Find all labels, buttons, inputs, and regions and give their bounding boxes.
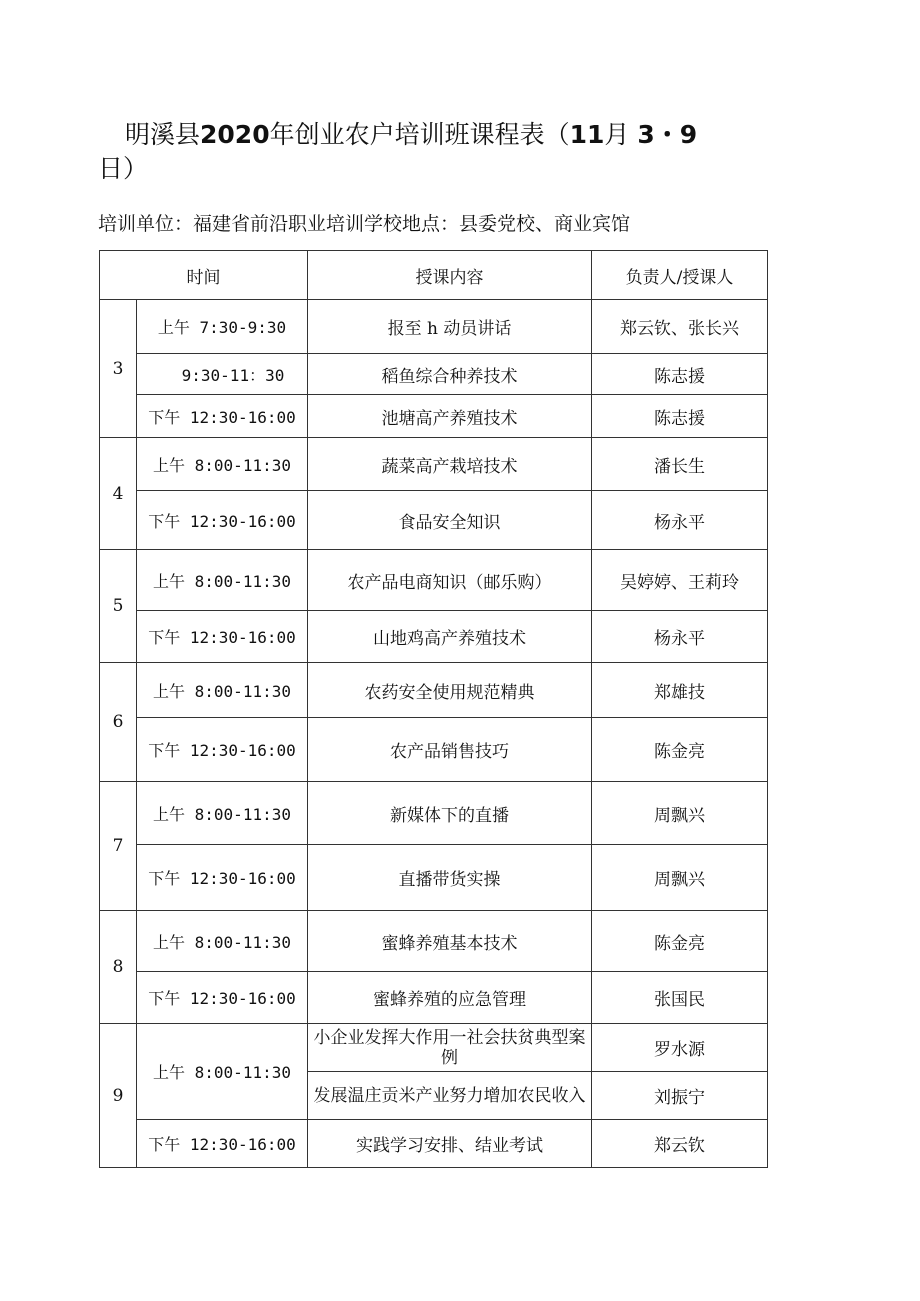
person-cell: 罗水源 [592,1024,768,1072]
person-cell: 杨永平 [592,611,768,663]
header-content: 授课内容 [308,251,592,300]
time-cell: 9:30-11：30 [137,354,308,395]
table-row [100,845,768,911]
table-row [100,782,768,845]
table-row [100,718,768,782]
title-part-day: 日） [98,154,149,183]
table-row [100,972,768,1024]
time-cell: 下午 12:30-16:00 [137,611,308,663]
time-cell: 下午 12:30-16:00 [137,718,308,782]
person-cell: 潘长生 [592,438,768,491]
content-cell: 新媒体下的直播 [308,782,592,845]
title-date-range: 3・9 [637,120,698,149]
table-row [100,911,768,972]
day-cell: 5 [100,550,137,663]
title-month: 11 [569,120,605,149]
table-row [100,395,768,438]
content-cell: 农产品电商知识（邮乐购） [308,550,592,611]
table-row [100,491,768,550]
table-row [100,300,768,354]
day-cell: 8 [100,911,137,1024]
person-cell: 陈金亮 [592,911,768,972]
content-cell: 蜜蜂养殖的应急管理 [308,972,592,1024]
table-row [100,438,768,491]
table-row [100,550,768,611]
time-cell: 下午 12:30-16:00 [137,972,308,1024]
person-cell: 郑云钦、张长兴 [592,300,768,354]
time-cell: 上午 7:30-9:30 [137,300,308,354]
header-row [100,251,768,300]
content-cell: 蜜蜂养殖基本技术 [308,911,592,972]
day-cell: 6 [100,663,137,782]
day-cell: 3 [100,300,137,438]
person-cell: 刘振宁 [592,1072,768,1120]
time-cell: 上午 8:00-11:30 [137,1024,308,1120]
table-row [100,663,768,718]
person-cell: 张国民 [592,972,768,1024]
title-year: 2020 [200,120,270,149]
time-cell: 下午 12:30-16:00 [137,395,308,438]
time-cell: 下午 12:30-16:00 [137,491,308,550]
content-cell: 农产品销售技巧 [308,718,592,782]
content-cell: 稻鱼综合种养技术 [308,354,592,395]
person-cell: 郑云钦 [592,1120,768,1168]
content-cell: 池塘高产养殖技术 [308,395,592,438]
training-info: 培训单位：福建省前沿职业培训学校地点：县委党校、商业宾馆 [98,213,631,235]
time-cell: 下午 12:30-16:00 [137,845,308,911]
person-cell: 周飘兴 [592,782,768,845]
title-part-month: 月 [604,120,630,149]
content-cell: 蔬菜高产栽培技术 [308,438,592,491]
page-title [98,118,748,186]
header-time: 时间 [100,251,308,300]
content-cell: 发展温庄贡米产业努力增加农民收入 [308,1072,592,1120]
title-part-main: 年创业农户培训班课程表（ [269,120,570,149]
time-cell: 下午 12:30-16:00 [137,1120,308,1168]
table-row [100,1024,768,1072]
time-cell: 上午 8:00-11:30 [137,911,308,972]
schedule-table [99,250,768,1168]
day-cell: 9 [100,1024,137,1168]
content-cell: 直播带货实操 [308,845,592,911]
content-cell: 农药安全使用规范精典 [308,663,592,718]
person-cell: 陈金亮 [592,718,768,782]
time-cell: 上午 8:00-11:30 [137,782,308,845]
content-cell: 食品安全知识 [308,491,592,550]
content-cell: 小企业发挥大作用一社会扶贫典型案例 [308,1024,592,1072]
person-cell: 郑雄技 [592,663,768,718]
person-cell: 杨永平 [592,491,768,550]
table-row [100,354,768,395]
table-row [100,1120,768,1168]
person-cell: 陈志援 [592,395,768,438]
day-cell: 4 [100,438,137,550]
day-cell: 7 [100,782,137,911]
time-cell: 上午 8:00-11:30 [137,438,308,491]
content-cell: 实践学习安排、结业考试 [308,1120,592,1168]
person-cell: 周飘兴 [592,845,768,911]
header-person: 负责人/授课人 [592,251,768,300]
content-cell: 报至 h 动员讲话 [308,300,592,354]
title-part-county: 明溪县 [125,120,201,149]
content-cell: 山地鸡高产养殖技术 [308,611,592,663]
table-row [100,611,768,663]
person-cell: 陈志援 [592,354,768,395]
time-cell: 上午 8:00-11:30 [137,550,308,611]
time-cell: 上午 8:00-11:30 [137,663,308,718]
person-cell: 吴婷婷、王莉玲 [592,550,768,611]
